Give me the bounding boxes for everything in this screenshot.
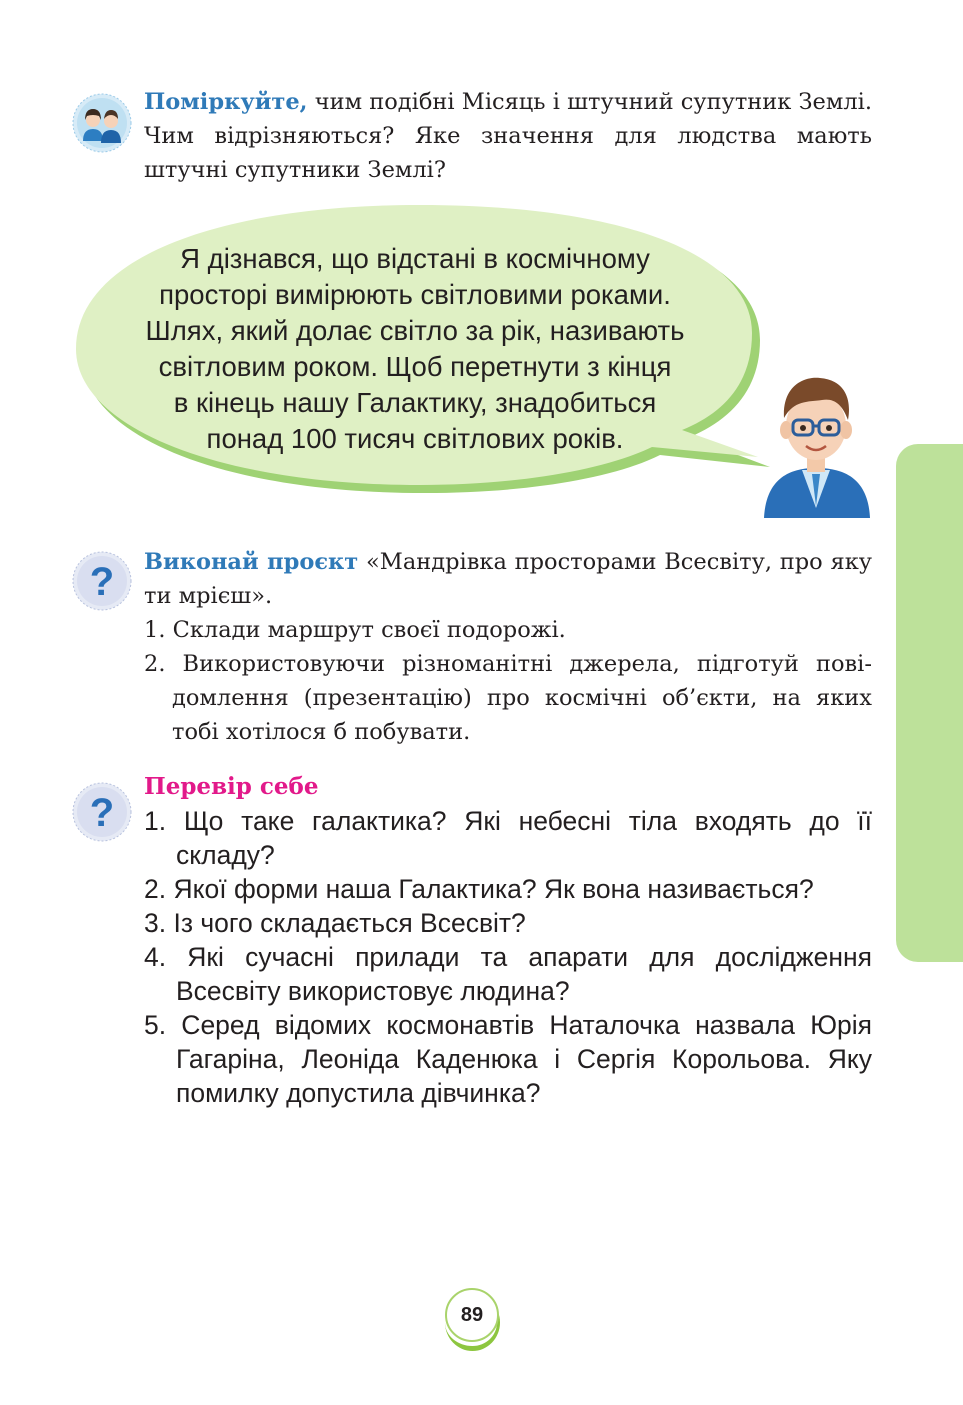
discuss-lead: Поміркуйте, — [144, 89, 308, 115]
bubble-line: Шлях, який долає світло за рік, називають — [145, 315, 685, 346]
list-item: 3. Із чого складається Всесвіт? — [144, 908, 526, 938]
bubble-line: Я дізнався, що відстані в космічному — [180, 243, 650, 274]
list-item: 2. Використовуючи різноманітні джерела, підготуй повідомлення (презентацію) про космічні об’єкти, на яких тобі хотілося б побувати. — [144, 651, 872, 745]
bubble-line: світловим роком. Щоб перетнути з кінця — [158, 351, 672, 382]
list-item: 2. Якої форми наша Галактика? Як вона називається? — [144, 874, 814, 904]
project-list — [144, 613, 872, 749]
list-item: 1. Склади маршрут своєї подорожі. — [144, 617, 566, 643]
question-icon — [72, 551, 132, 611]
bubble-line: просторі вимірюють світловими роками. — [159, 279, 671, 310]
svg-text:?: ? — [89, 560, 115, 604]
discuss-people-icon — [72, 93, 132, 153]
bubble-line: в кінець нашу Галактику, знадобиться — [173, 387, 657, 418]
question-icon — [72, 782, 132, 842]
page-number — [443, 1288, 501, 1346]
page-number-text: 89 — [460, 1304, 484, 1326]
boy-illustration — [760, 368, 875, 518]
speech-bubble — [70, 205, 770, 495]
side-tab — [896, 444, 963, 962]
project-block — [72, 545, 872, 749]
project-text: «Мандрівка просторами Всесвіту, про яку ти мрієш». — [144, 549, 873, 609]
bubble-line: понад 100 тисяч світлових років. — [206, 423, 624, 454]
project-lead: Виконай проєкт — [144, 549, 359, 575]
bubble-text — [110, 241, 720, 457]
check-list — [144, 804, 872, 1110]
list-item: 1. Що таке галактика? Які небесні тіла входять до її складу? — [144, 806, 872, 870]
check-heading: Перевір себе — [144, 773, 319, 800]
list-item: 5. Серед відомих космонавтів Наталочка назвала Юрія Гагаріна, Леоніда Каденюка і Сергія Корольова. Яку помилку допустила дівчинка? — [144, 1010, 872, 1108]
discuss-block — [72, 85, 872, 187]
svg-text:?: ? — [89, 791, 115, 835]
check-yourself-block — [72, 770, 872, 1110]
discuss-text: чим подібні Місяць і штучний супутник Землі. Чим відрізняються? Яке значення для людства мають штучні супутники Землі? — [144, 89, 872, 183]
list-item: 4. Які сучасні прилади та апарати для дослідження Всесвіту використовує людина? — [144, 942, 872, 1006]
